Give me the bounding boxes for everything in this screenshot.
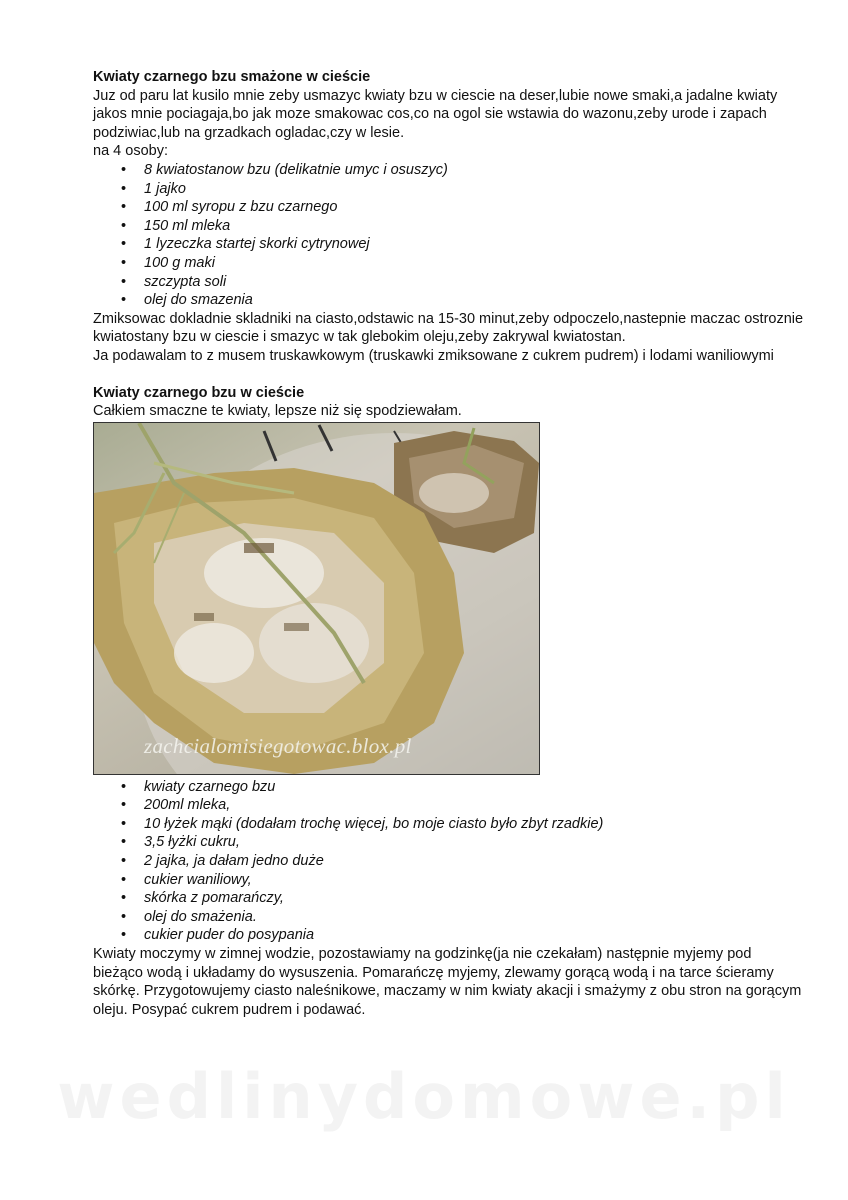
recipe2-title: Kwiaty czarnego bzu w cieście bbox=[93, 384, 305, 401]
list-item: • 2 jajka, ja dałam jedno duże bbox=[93, 852, 805, 871]
list-item: • kwiaty czarnego bzu bbox=[93, 778, 805, 797]
list-item: • 8 kwiatostanow bzu (delikatnie umyc i osuszyc) bbox=[93, 161, 805, 180]
list-item: • 10 łyżek mąki (dodałam trochę więcej, bo moje ciasto było zbyt rzadkie) bbox=[93, 815, 805, 834]
list-item: • olej do smażenia. bbox=[93, 908, 805, 927]
list-item: • 1 jajko bbox=[93, 180, 805, 199]
recipe1-title: Kwiaty czarnego bzu smażone w cieście bbox=[93, 69, 371, 85]
document-page bbox=[93, 68, 805, 1019]
footer-watermark: wedlinydomowe.pl bbox=[57, 1060, 791, 1133]
fritter-photo bbox=[93, 422, 540, 775]
recipe1-servings: na 4 osoby: bbox=[93, 143, 168, 160]
recipe2-ingredients-list bbox=[93, 778, 805, 945]
recipe2-method: Kwiaty moczymy w zimnej wodzie, pozostawiamy na godzinkę(ja nie czekałam) następnie myjemy pod bieżąco wodą i układamy do wysuszenia. Pomarańczę myjemy, zlewamy gorącą wodą i na tarce ścieramy skórkę. Przygotowujemy ciasto naleśnikowe, maczamy w nim kwiaty akacji i smażymy z obu stron na gorącym oleju. Posypać cukrem pudrem i podawać. bbox=[93, 946, 802, 1018]
list-item: • skórka z pomarańczy, bbox=[93, 889, 805, 908]
fritter-illustration bbox=[94, 423, 539, 774]
list-item: • 200ml mleka, bbox=[93, 796, 805, 815]
photo-watermark: zachcialomisiegotowac.blox.pl bbox=[144, 733, 412, 758]
list-item: • olej do smazenia bbox=[93, 291, 805, 310]
recipe1-ingredients-list bbox=[93, 161, 805, 310]
list-item: • 1 lyzeczka startej skorki cytrynowej bbox=[93, 235, 805, 254]
list-item: • 3,5 łyżki cukru, bbox=[93, 833, 805, 852]
list-item: • cukier puder do posypania bbox=[93, 926, 805, 945]
list-item: • 100 ml syropu z bzu czarnego bbox=[93, 198, 805, 217]
list-item: • szczypta soli bbox=[93, 273, 805, 292]
recipe1-intro: Juz od paru lat kusilo mnie zeby usmazyc kwiaty bzu w ciescie na deser,lubie nowe smaki,a jadalne kwiaty jakos mnie pociagaja,bo jak moze smakowac cos,co na ogol sie wstawia do wazonu,zeby urode i zapach podziwiac,lub na grzadkach ogladac,czy w lesie. bbox=[93, 87, 778, 141]
list-item: • cukier waniliowy, bbox=[93, 871, 805, 890]
section-spacer bbox=[93, 366, 805, 384]
recipe1-serving-note: Ja podawalam to z musem truskawkowym (truskawki zmiksowane z cukrem pudrem) i lodami waniliowymi bbox=[93, 347, 774, 364]
recipe2-intro: Całkiem smaczne te kwiaty, lepsze niż się spodziewałam. bbox=[93, 403, 462, 420]
list-item: • 150 ml mleka bbox=[93, 217, 805, 236]
list-item: • 100 g maki bbox=[93, 254, 805, 273]
recipe1-method: Zmiksowac dokladnie skladniki na ciasto,odstawic na 15-30 minut,zeby odpoczelo,nastepnie maczac ostroznie kwiatostany bzu w ciescie i smazyc w tak glebokim oleju,zeby zakrywal kwiatostan. bbox=[93, 310, 804, 346]
